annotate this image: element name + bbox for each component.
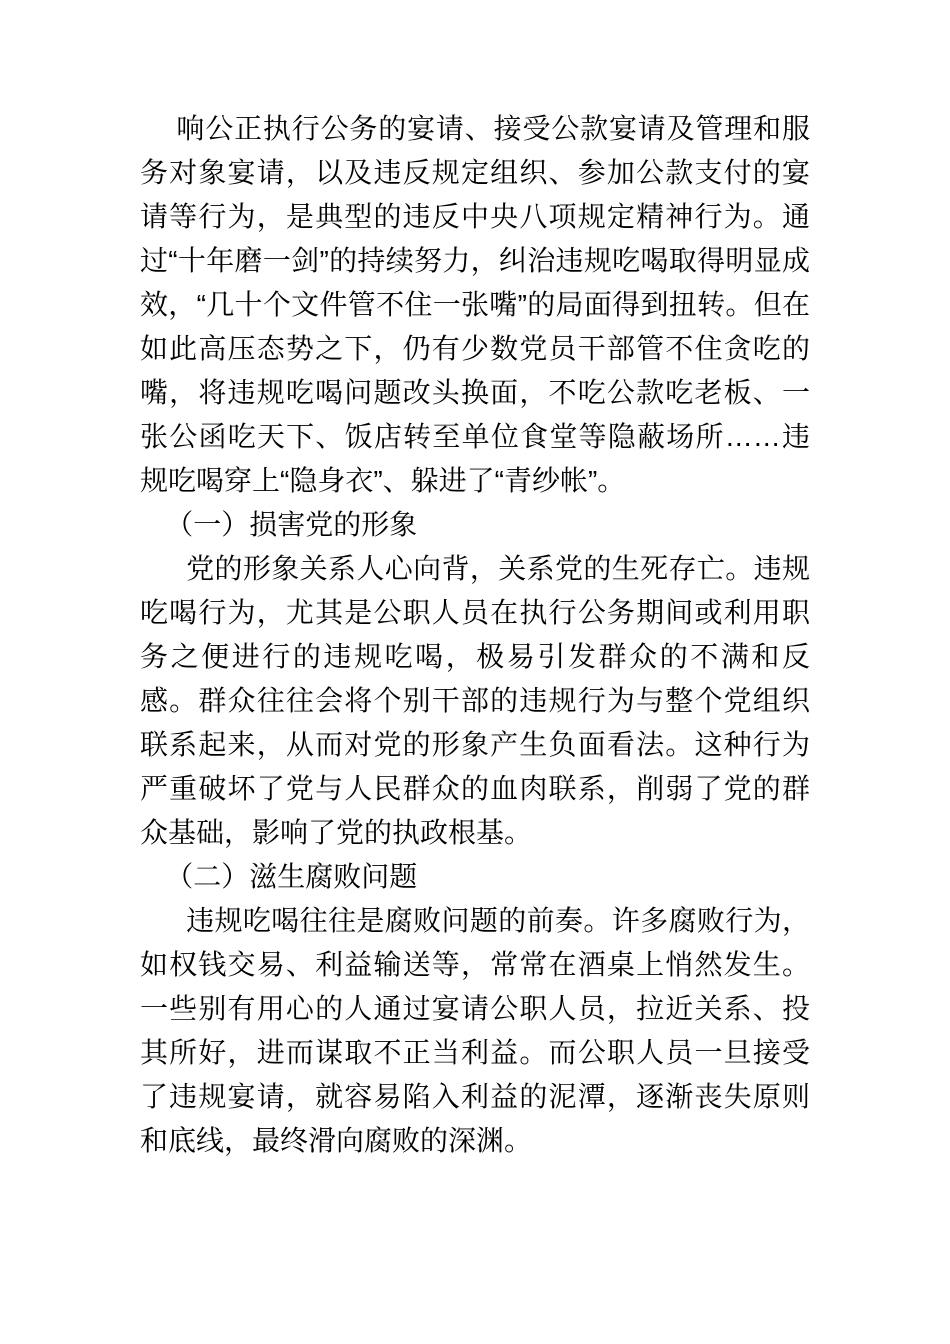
body-paragraph-1: 响公正执行公务的宴请、接受公款宴请及管理和服务对象宴请，以及违反规定组织、参加公款支付的宴请等行为，是典型的违反中央八项规定精神行为。通过“十年磨一剑”的持续努力，纠治违规吃喝取得明显成效，“几十个文件管不住一张嘴”的局面得到扭转。但在如此高压态势之下，仍有少数党员干部管不住贪吃的嘴，将违规吃喝问题改头换面，不吃公款吃老板、一张公函吃天下、饭店转至单位食堂等隐蔽场所……违规吃喝穿上“隐身衣”、躲进了“青纱帐”。 (140, 113, 810, 496)
section-heading-2: （二）滋生腐败问题 (165, 861, 418, 892)
body-paragraph-3: 违规吃喝往往是腐败问题的前奏。许多腐败行为，如权钱交易、利益输送等，常常在酒桌上悄然发生。一些别有用心的人通过宴请公职人员，拉近关系、投其所好，进而谋取不正当利益。而公职人员一旦接受了违规宴请，就容易陷入利益的泥潭，逐渐丧失原则和底线，最终滑向腐败的深渊。 (140, 905, 810, 1156)
body-paragraph-2: 党的形象关系人心向背，关系党的生死存亡。违规吃喝行为，尤其是公职人员在执行公务期间或利用职务之便进行的违规吃喝，极易引发群众的不满和反感。群众往往会将个别干部的违规行为与整个党组织联系起来，从而对党的形象产生负面看法。这种行为严重破坏了党与人民群众的血肉联系，削弱了党的群众基础，影响了党的执政根基。 (140, 553, 810, 848)
section-heading-1: （一）损害党的形象 (165, 509, 418, 540)
